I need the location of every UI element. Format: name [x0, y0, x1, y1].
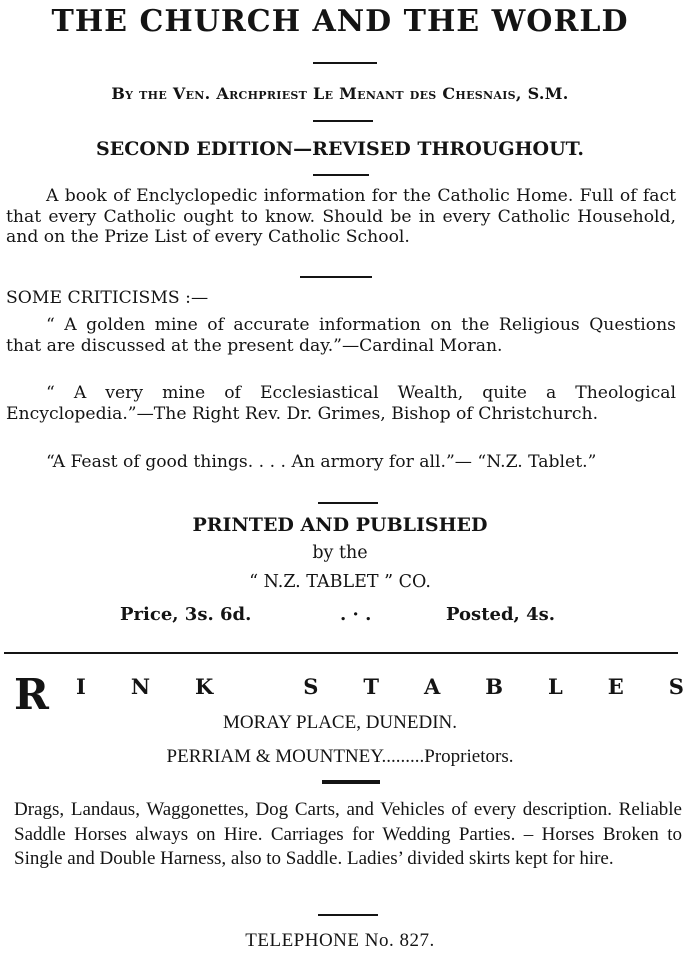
criticisms-heading: SOME CRITICISMS :— [6, 288, 209, 308]
stables-address: MORAY PLACE, DUNEDIN. [223, 712, 457, 733]
rink-letter: I [76, 674, 86, 699]
quote-moran: “ A golden mine of accurate information on the Religious Questions that are discussed at the present day.”—Cardinal Moran. [6, 315, 676, 356]
author-byline: By the Ven. Archpriest Le Menant des Chesnais, S.M. [111, 84, 569, 103]
services-rule [318, 914, 378, 916]
rink-letter: B [485, 674, 504, 699]
rink-letter: L [548, 674, 563, 699]
book-title: THE CHURCH AND THE WORLD [51, 4, 629, 39]
quotes-rule [318, 502, 378, 504]
title-rule [313, 62, 377, 64]
publisher-line2: by the [312, 543, 368, 563]
proprietors-rule [322, 780, 380, 784]
rink-letter: T [363, 674, 380, 699]
quote-grimes: “ A very mine of Ecclesiastical Wealth, quite a Theological Encyclopedia.”—The Right Rev. Dr. Grimes, Bishop of Christchurch. [6, 383, 676, 424]
rink-letter: N [130, 674, 151, 699]
publisher-line1: PRINTED AND PUBLISHED [192, 514, 488, 536]
quote-tablet: “A Feast of good things. . . . An armory for all.”— “N.Z. Tablet.” [46, 452, 597, 472]
rink-letters [76, 674, 684, 699]
byline-rule [313, 120, 373, 122]
description-rule [300, 276, 372, 278]
posted-price: Posted, 4s. [446, 604, 556, 625]
price-text: Price, 3s. 6d. [120, 604, 252, 625]
publisher-line3: “ N.Z. TABLET ” CO. [249, 572, 431, 592]
rink-letter: K [195, 674, 214, 699]
price-separator: . · . [340, 604, 372, 625]
ad-divider [4, 652, 678, 654]
book-description: A book of Enclyclopedic information for the Catholic Home. Full of fact that every Catholic ought to know. Should be in every Catholic Household, and on the Prize List of every Catholic School. [6, 186, 676, 248]
edition-rule [313, 174, 369, 176]
stables-telephone: TELEPHONE No. 827. [245, 930, 435, 951]
rink-letter: E [607, 674, 624, 699]
rink-letter: A [424, 674, 441, 699]
rink-stables-heading [14, 668, 684, 718]
rink-initial: R [14, 670, 49, 719]
rink-letter: S [668, 674, 684, 699]
stables-proprietors: PERRIAM & MOUNTNEY.........Proprietors. [166, 746, 514, 767]
stables-services: Drags, Landaus, Waggonettes, Dog Carts, and Vehicles of every description. Reliable Saddle Horses always on Hire. Carriages for Wedding Parties. – Horses Broken to Single and Double Harness, also to Saddle. Ladies’ divided skirts kept for hire. [14, 799, 682, 869]
rink-letter: S [303, 674, 319, 699]
edition-line: SECOND EDITION—REVISED THROUGHOUT. [96, 138, 584, 160]
